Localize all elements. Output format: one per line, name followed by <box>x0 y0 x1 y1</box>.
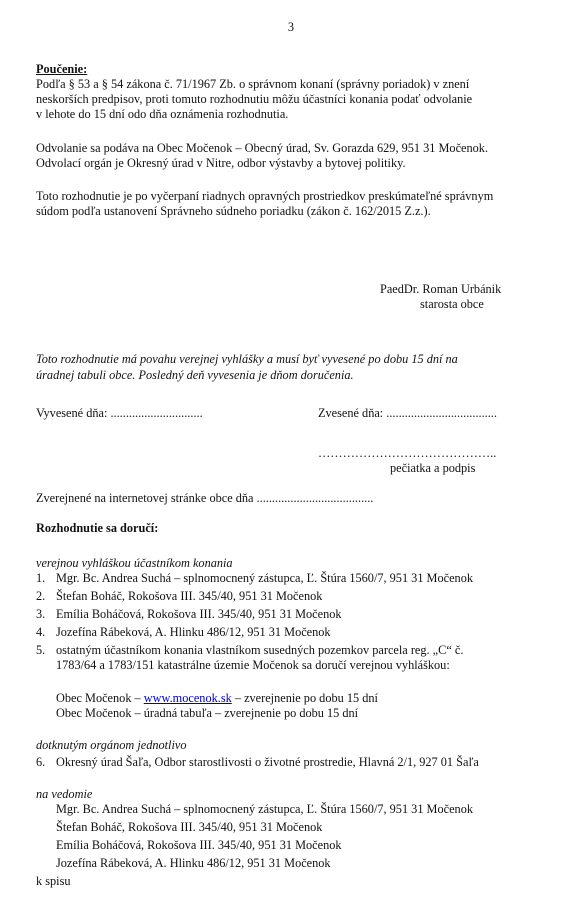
poucenie-line: v lehote do 15 dní odo dňa oznámenia rozhodnutia. <box>36 107 289 121</box>
obec-tabula-line: Obec Močenok – úradná tabuľa – zverejnenie po dobu 15 dní <box>56 706 359 720</box>
obec-web-suffix: – zverejnenie po dobu 15 dní <box>231 691 378 705</box>
recipient-item-5-line: ostatným účastníkom konania vlastníkom susedných pozemkov parcela reg. „C“ č. <box>56 643 464 657</box>
list-number: 6. <box>36 755 46 769</box>
prieskum-line: súdom podľa ustanovení Správneho súdneho poriadku (zákon č. 162/2015 Z.z.). <box>36 204 431 218</box>
recipient-item: Emília Boháčová, Rokošova III. 345/40, 951 31 Močenok <box>56 607 342 621</box>
internet-field: Zverejnené na internetovej stránke obce dňa ...................................... <box>36 491 374 505</box>
group-label-vedomie: na vedomie <box>36 787 93 801</box>
list-number: 2. <box>36 589 46 603</box>
recipient-item: Emília Boháčová, Rokošova III. 345/40, 951 31 Močenok <box>56 838 342 852</box>
recipient-item: Štefan Boháč, Rokošova III. 345/40, 951 31 Močenok <box>56 589 323 603</box>
vyvesene-field: Vyvesené dňa: .............................. <box>36 406 203 420</box>
group-label-vyhlaska: verejnou vyhláškou účastníkom konania <box>36 556 233 570</box>
page-number: 3 <box>287 20 295 34</box>
poucenie-heading: Poučenie: <box>36 62 88 76</box>
dorucenie-heading: Rozhodnutie sa doručí: <box>36 521 159 535</box>
vyhlaska-note-line: úradnej tabuli obce. Posledný deň vyvesenia je dňom doručenia. <box>36 368 354 382</box>
poucenie-line: neskorších predpisov, proti tomuto rozhodnutiu môžu účastníci konania podať odvolanie <box>36 92 473 106</box>
recipient-item-5-line: 1783/64 a 1783/151 katastrálne územie Močenok sa doručí verejnou vyhláškou: <box>56 658 450 672</box>
k-spisu: k spisu <box>36 874 71 888</box>
list-number: 3. <box>36 607 46 621</box>
obec-web-line <box>56 691 378 706</box>
stamp-dots: …………………………………….. <box>318 446 497 460</box>
zvesene-field: Zvesené dňa: .................................... <box>318 406 497 420</box>
prieskum-line: Toto rozhodnutie je po vyčerpaní riadnych opravných prostriedkov preskúmateľné správnym <box>36 189 494 203</box>
mocenok-link[interactable]: www.mocenok.sk <box>143 691 232 705</box>
group-label-organ: dotknutým orgánom jednotlivo <box>36 738 187 752</box>
recipient-item: Jozefína Rábeková, A. Hlinku 486/12, 951 31 Močenok <box>56 625 331 639</box>
stamp-label: pečiatka a podpis <box>390 461 476 475</box>
signature-title: starosta obce <box>420 297 484 311</box>
signature-name: PaedDr. Roman Urbánik <box>380 282 502 296</box>
list-number: 1. <box>36 571 46 585</box>
recipient-item: Štefan Boháč, Rokošova III. 345/40, 951 31 Močenok <box>56 820 323 834</box>
recipient-item: Okresný úrad Šaľa, Odbor starostlivosti o životné prostredie, Hlavná 2/1, 927 01 Šaľa <box>56 755 479 769</box>
list-number: 5. <box>36 643 46 657</box>
recipient-item: Mgr. Bc. Andrea Suchá – splnomocnený zástupca, Ľ. Štúra 1560/7, 951 31 Močenok <box>56 571 473 585</box>
poucenie-line: Podľa § 53 a § 54 zákona č. 71/1967 Zb. o správnom konaní (správny poriadok) v znení <box>36 77 470 91</box>
recipient-item: Jozefína Rábeková, A. Hlinku 486/12, 951 31 Močenok <box>56 856 331 870</box>
recipient-item: Mgr. Bc. Andrea Suchá – splnomocnený zástupca, Ľ. Štúra 1560/7, 951 31 Močenok <box>56 802 473 816</box>
obec-web-prefix: Obec Močenok – <box>56 691 144 705</box>
odvolanie-line: Odvolanie sa podáva na Obec Močenok – Obecný úrad, Sv. Gorazda 629, 951 31 Močenok. <box>36 141 489 155</box>
list-number: 4. <box>36 625 46 639</box>
vyhlaska-note-line: Toto rozhodnutie má povahu verejnej vyhlášky a musí byť vyvesené po dobu 15 dní na <box>36 352 458 366</box>
odvolanie-line: Odvolací orgán je Okresný úrad v Nitre, odbor výstavby a bytovej politiky. <box>36 156 406 170</box>
